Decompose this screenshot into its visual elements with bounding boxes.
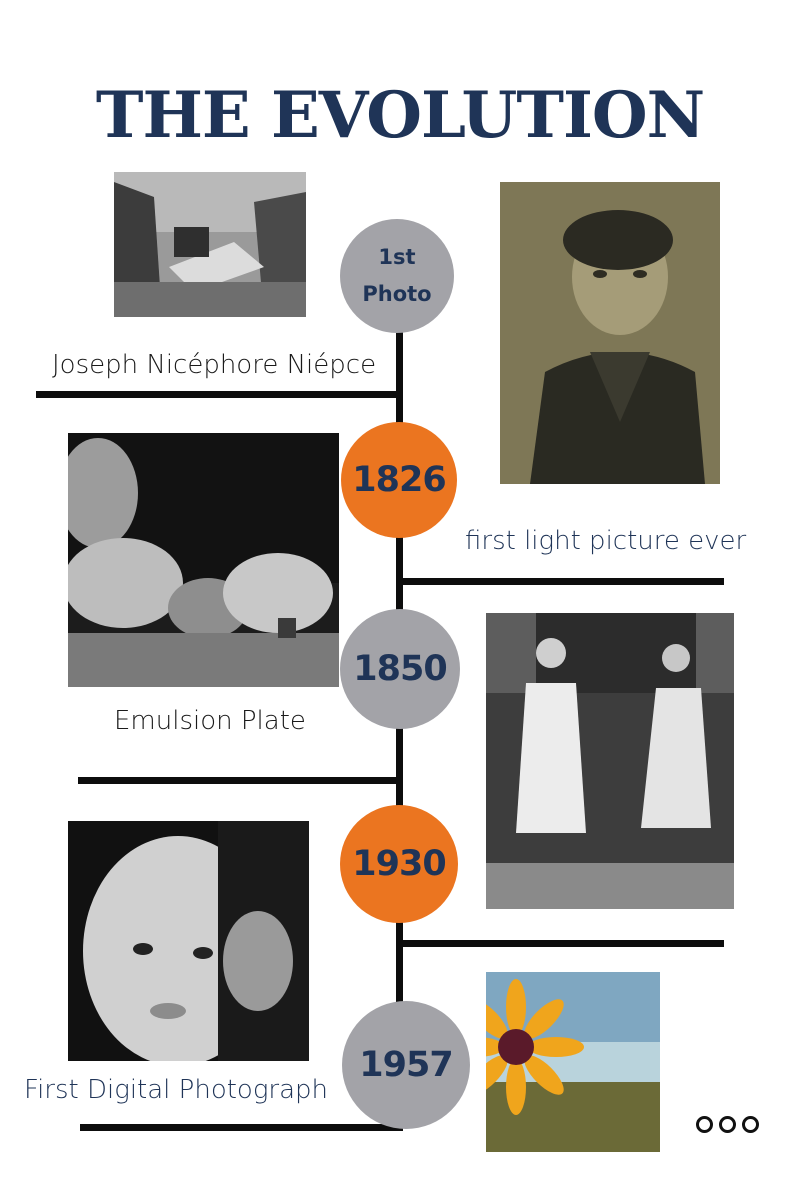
label-digital: First Digital Photograph <box>24 1075 329 1105</box>
label-emulsion: Emulsion Plate <box>114 706 306 736</box>
node-1826 <box>341 422 457 538</box>
year-1957: 1957 <box>359 1045 453 1085</box>
branch-niepce <box>36 391 403 398</box>
self-portrait-photo <box>500 182 720 484</box>
baby-digital-photo <box>68 821 309 1061</box>
node-1850 <box>340 609 460 729</box>
rooftop-emulsion-photo <box>68 433 339 687</box>
node-1930 <box>340 805 458 923</box>
branch-digital <box>80 1124 403 1131</box>
node-first-photo <box>340 219 454 333</box>
year-1850: 1850 <box>353 649 447 689</box>
dot-2 <box>719 1116 736 1133</box>
branch-first-light <box>396 578 724 585</box>
page-title: THE EVOLUTION <box>95 78 705 153</box>
two-women-photo <box>486 613 734 909</box>
dot-1 <box>696 1116 713 1133</box>
node-first-photo-line1: 1st <box>378 245 416 269</box>
dot-3 <box>742 1116 759 1133</box>
sunflower-photo <box>486 972 660 1152</box>
label-first-light: first light picture ever <box>465 526 747 556</box>
window-view-photo <box>114 172 306 317</box>
node-1957 <box>342 1001 470 1129</box>
node-first-photo-line2: Photo <box>362 282 432 306</box>
label-niepce: Joseph Nicéphore Niépce <box>52 350 377 380</box>
year-1826: 1826 <box>352 460 446 500</box>
branch-1930 <box>396 940 724 947</box>
branch-emulsion <box>78 777 403 784</box>
more-dots-icon <box>696 1116 759 1133</box>
year-1930: 1930 <box>352 844 446 884</box>
